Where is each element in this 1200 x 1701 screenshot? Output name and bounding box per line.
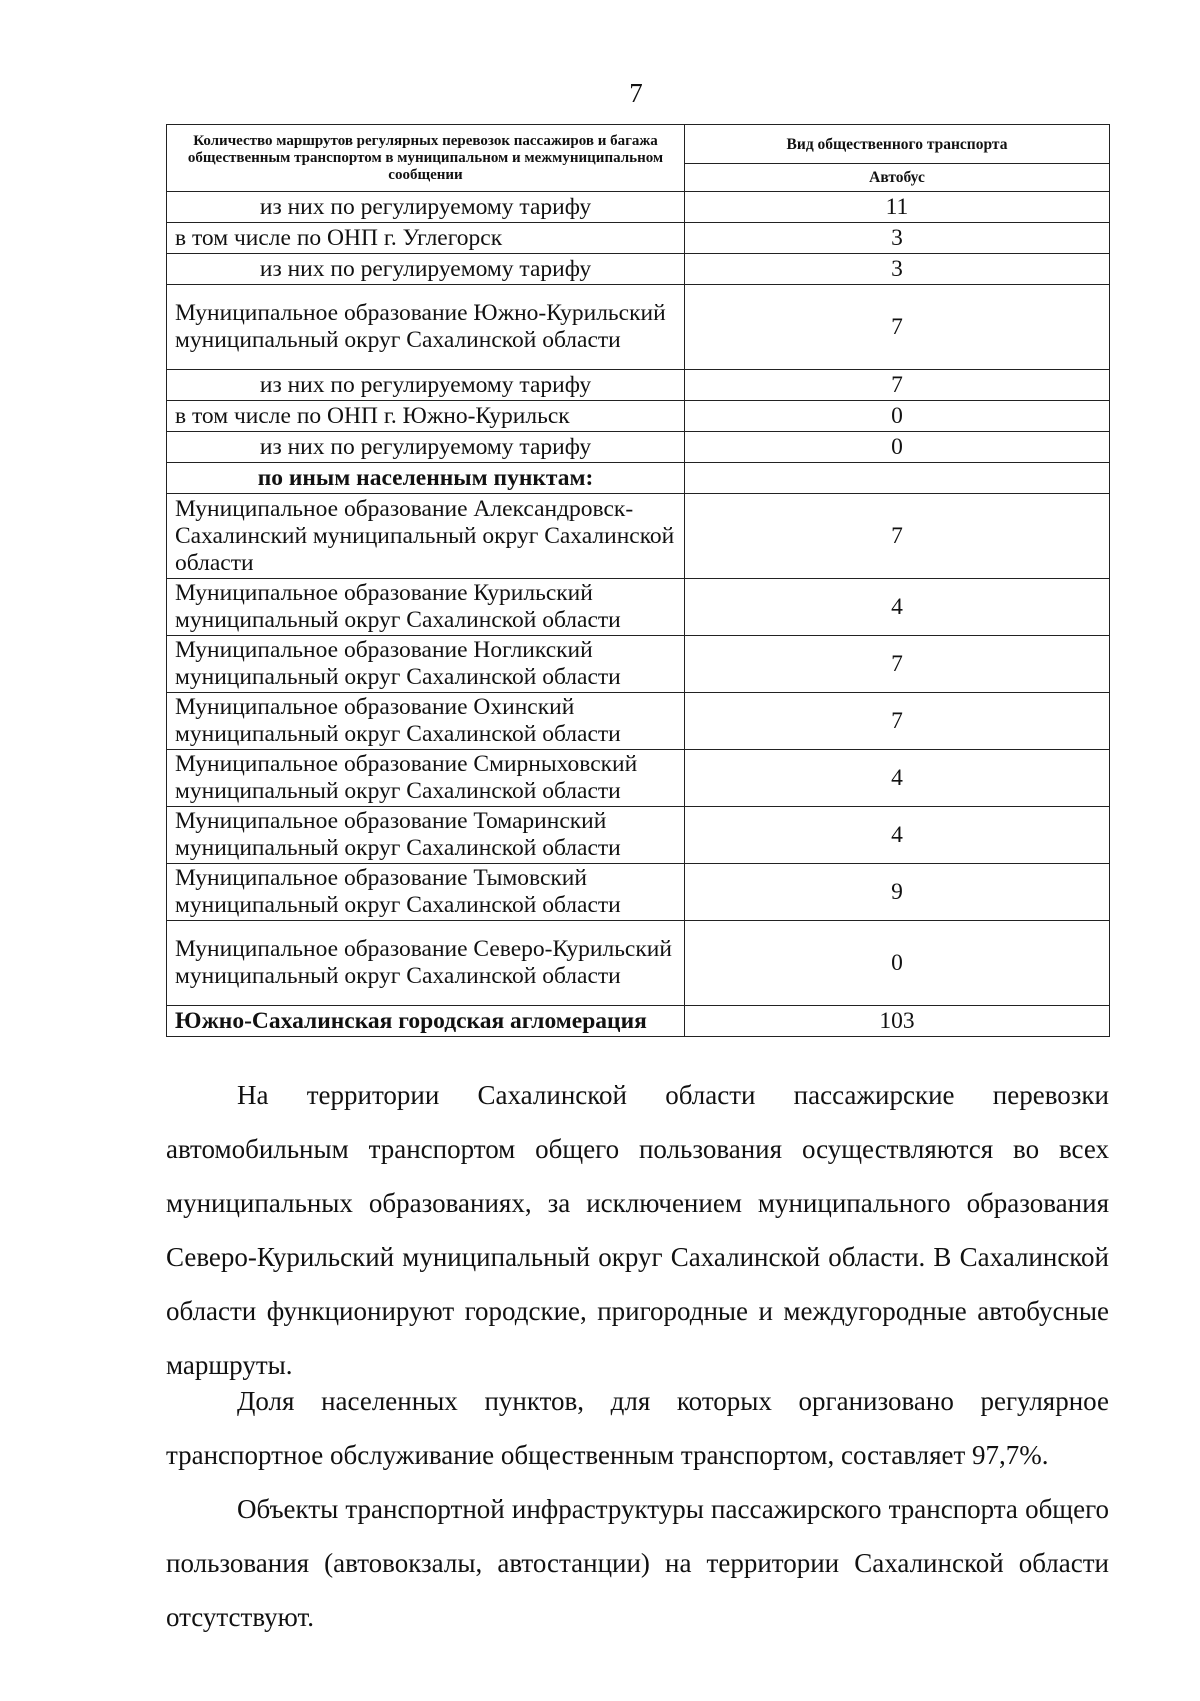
table-header-transport-type: Вид общественного транспорта bbox=[685, 125, 1110, 164]
table-row bbox=[167, 1006, 1110, 1037]
row-label: Муниципальное образование Курильский муниципальный округ Сахалинской области bbox=[167, 579, 685, 636]
row-label: в том числе по ОНП г. Углегорск bbox=[167, 223, 685, 254]
row-label: из них по регулируемому тарифу bbox=[167, 254, 685, 285]
row-value: 7 bbox=[685, 693, 1110, 750]
table-row bbox=[167, 494, 1110, 579]
table-row bbox=[167, 285, 1110, 370]
row-label: Муниципальное образование Охинский муниципальный округ Сахалинской области bbox=[167, 693, 685, 750]
row-value: 4 bbox=[685, 579, 1110, 636]
row-value: 7 bbox=[685, 285, 1110, 370]
table-header-bus: Автобус bbox=[685, 164, 1110, 192]
row-label: Муниципальное образование Ногликский муниципальный округ Сахалинской области bbox=[167, 636, 685, 693]
table-row bbox=[167, 223, 1110, 254]
paragraph-3 bbox=[166, 1482, 1109, 1644]
row-label: Муниципальное образование Северо-Курильский муниципальный округ Сахалинской области bbox=[167, 921, 685, 1006]
row-value: 0 bbox=[685, 401, 1110, 432]
table-row bbox=[167, 921, 1110, 1006]
row-label: Муниципальное образование Смирныховский муниципальный округ Сахалинской области bbox=[167, 750, 685, 807]
paragraph-text: На территории Сахалинской области пассажирские перевозки автомобильным транспортом общего пользования осуществляются во всех муниципальных образованиях, за исключением муниципального образования Северо-Курильский муниципальный округ Сахалинской области. В Сахалинской области функционируют городские, пригородные и междугородные автобусные маршруты. bbox=[166, 1080, 1109, 1380]
paragraph-text: Доля населенных пунктов, для которых организовано регулярное транспортное обслуживание общественным транспортом, составляет 97,7%. bbox=[166, 1386, 1109, 1470]
table-row bbox=[167, 401, 1110, 432]
paragraph-text: Объекты транспортной инфраструктуры пассажирского транспорта общего пользования (автовокзалы, автостанции) на территории Сахалинской области отсутствуют. bbox=[166, 1494, 1109, 1632]
row-label: Муниципальное образование Южно-Курильский муниципальный округ Сахалинской области bbox=[167, 285, 685, 370]
table-header-routes-count: Количество маршрутов регулярных перевозок пассажиров и багажа общественным транспортом в муниципальном и межмуниципальном сообщении bbox=[167, 125, 685, 192]
row-label: из них по регулируемому тарифу bbox=[167, 432, 685, 463]
table-row bbox=[167, 636, 1110, 693]
row-label: Южно-Сахалинская городская агломерация bbox=[167, 1006, 685, 1037]
row-label: Муниципальное образование Тымовский муниципальный округ Сахалинской области bbox=[167, 864, 685, 921]
routes-table bbox=[166, 124, 1110, 1037]
row-value: 9 bbox=[685, 864, 1110, 921]
row-label: из них по регулируемому тарифу bbox=[167, 370, 685, 401]
row-label: Муниципальное образование Томаринский муниципальный округ Сахалинской области bbox=[167, 807, 685, 864]
table-row bbox=[167, 192, 1110, 223]
table-row bbox=[167, 807, 1110, 864]
table-row bbox=[167, 750, 1110, 807]
row-value: 103 bbox=[685, 1006, 1110, 1037]
row-value: 4 bbox=[685, 807, 1110, 864]
row-label: Муниципальное образование Александровск-Сахалинский муниципальный округ Сахалинской области bbox=[167, 494, 685, 579]
row-value: 0 bbox=[685, 921, 1110, 1006]
table-row bbox=[167, 693, 1110, 750]
row-value: 11 bbox=[685, 192, 1110, 223]
row-label: в том числе по ОНП г. Южно-Курильск bbox=[167, 401, 685, 432]
row-value: 7 bbox=[685, 370, 1110, 401]
row-label: из них по регулируемому тарифу bbox=[167, 192, 685, 223]
table-row bbox=[167, 864, 1110, 921]
paragraph-1 bbox=[166, 1068, 1109, 1392]
row-value: 3 bbox=[685, 254, 1110, 285]
paragraph-2 bbox=[166, 1374, 1109, 1482]
row-value: 0 bbox=[685, 432, 1110, 463]
table-row bbox=[167, 370, 1110, 401]
row-label: по иным населенным пунктам: bbox=[167, 463, 685, 494]
row-value: 7 bbox=[685, 494, 1110, 579]
table-row bbox=[167, 579, 1110, 636]
row-value bbox=[685, 463, 1110, 494]
row-value: 7 bbox=[685, 636, 1110, 693]
row-value: 4 bbox=[685, 750, 1110, 807]
row-value: 3 bbox=[685, 223, 1110, 254]
table-row bbox=[167, 254, 1110, 285]
table-row bbox=[167, 432, 1110, 463]
page-number: 7 bbox=[629, 78, 643, 108]
table-row bbox=[167, 463, 1110, 494]
